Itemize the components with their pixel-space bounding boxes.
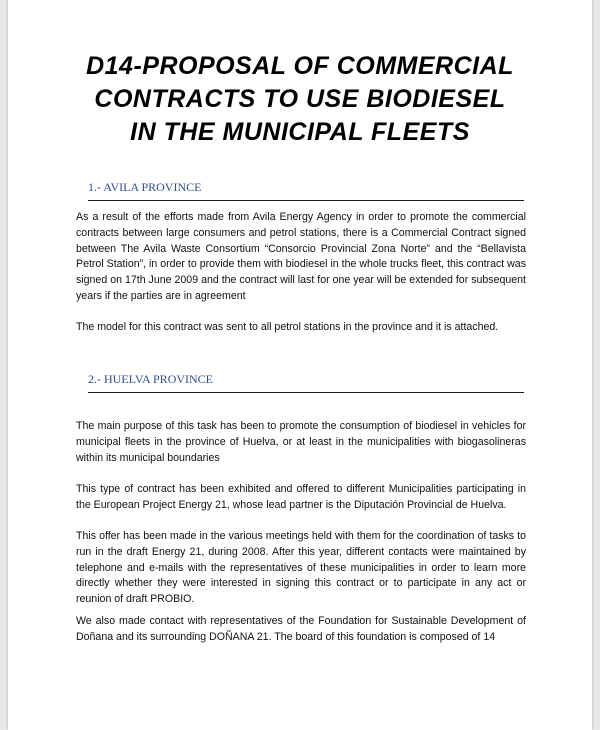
paragraph: The model for this contract was sent to all petrol stations in the province and it is attached. [76, 321, 499, 333]
title-line: IN THE MUNICIPAL FLEETS [130, 118, 470, 146]
paragraph: This type of contract has been exhibited and offered to different Municipalities participating in the European Project Energy 21, whose lead partner is the Diputación Provincial de Huelva. [76, 483, 526, 511]
paragraph: As a result of the efforts made from Avila Energy Agency in order to promote the commercial contracts between large consumers and petrol stations, there is a Commercial Contract signed between The Avila Waste Consortium “Consorcio Provincial Zona Norte” and the “Bellavista Petrol Station”, in order to provide them with biodiesel in the whole trucks fleet, this contract was signed on 17th June 2009 and the contract will last for one year will be extended for subsequent years if the parties are in agreement [76, 211, 526, 302]
title-line: CONTRACTS TO USE BIODIESEL [94, 85, 506, 113]
section-heading-huelva: 2.- HUELVA PROVINCE [88, 372, 524, 393]
title-line: D14-PROPOSAL OF COMMERCIAL [86, 52, 514, 80]
paragraph: The main purpose of this task has been to promote the consumption of biodiesel in vehicles for municipal fleets in the province of Huelva, or at least in the municipalities with biogasolineras within its municipal boundaries [76, 420, 526, 464]
document-title [8, 50, 592, 149]
document-page [8, 0, 592, 730]
paragraph: We also made contact with representatives of the Foundation for Sustainable Development of Doñana and its surrounding DOÑANA 21. The board of this foundation is composed of 14 [76, 615, 526, 643]
paragraph: This offer has been made in the various meetings held with them for the coordination of tasks to run in the draft Energy 21, during 2008. After this year, different contacts were maintained by telephone and e-mails with the representatives of these municipalities in order to learn more directly whether they were interested in signing this contract or to participate in any act or reunion of draft PROBIO. [76, 530, 526, 606]
section-heading-avila: 1.- AVILA PROVINCE [88, 180, 524, 201]
